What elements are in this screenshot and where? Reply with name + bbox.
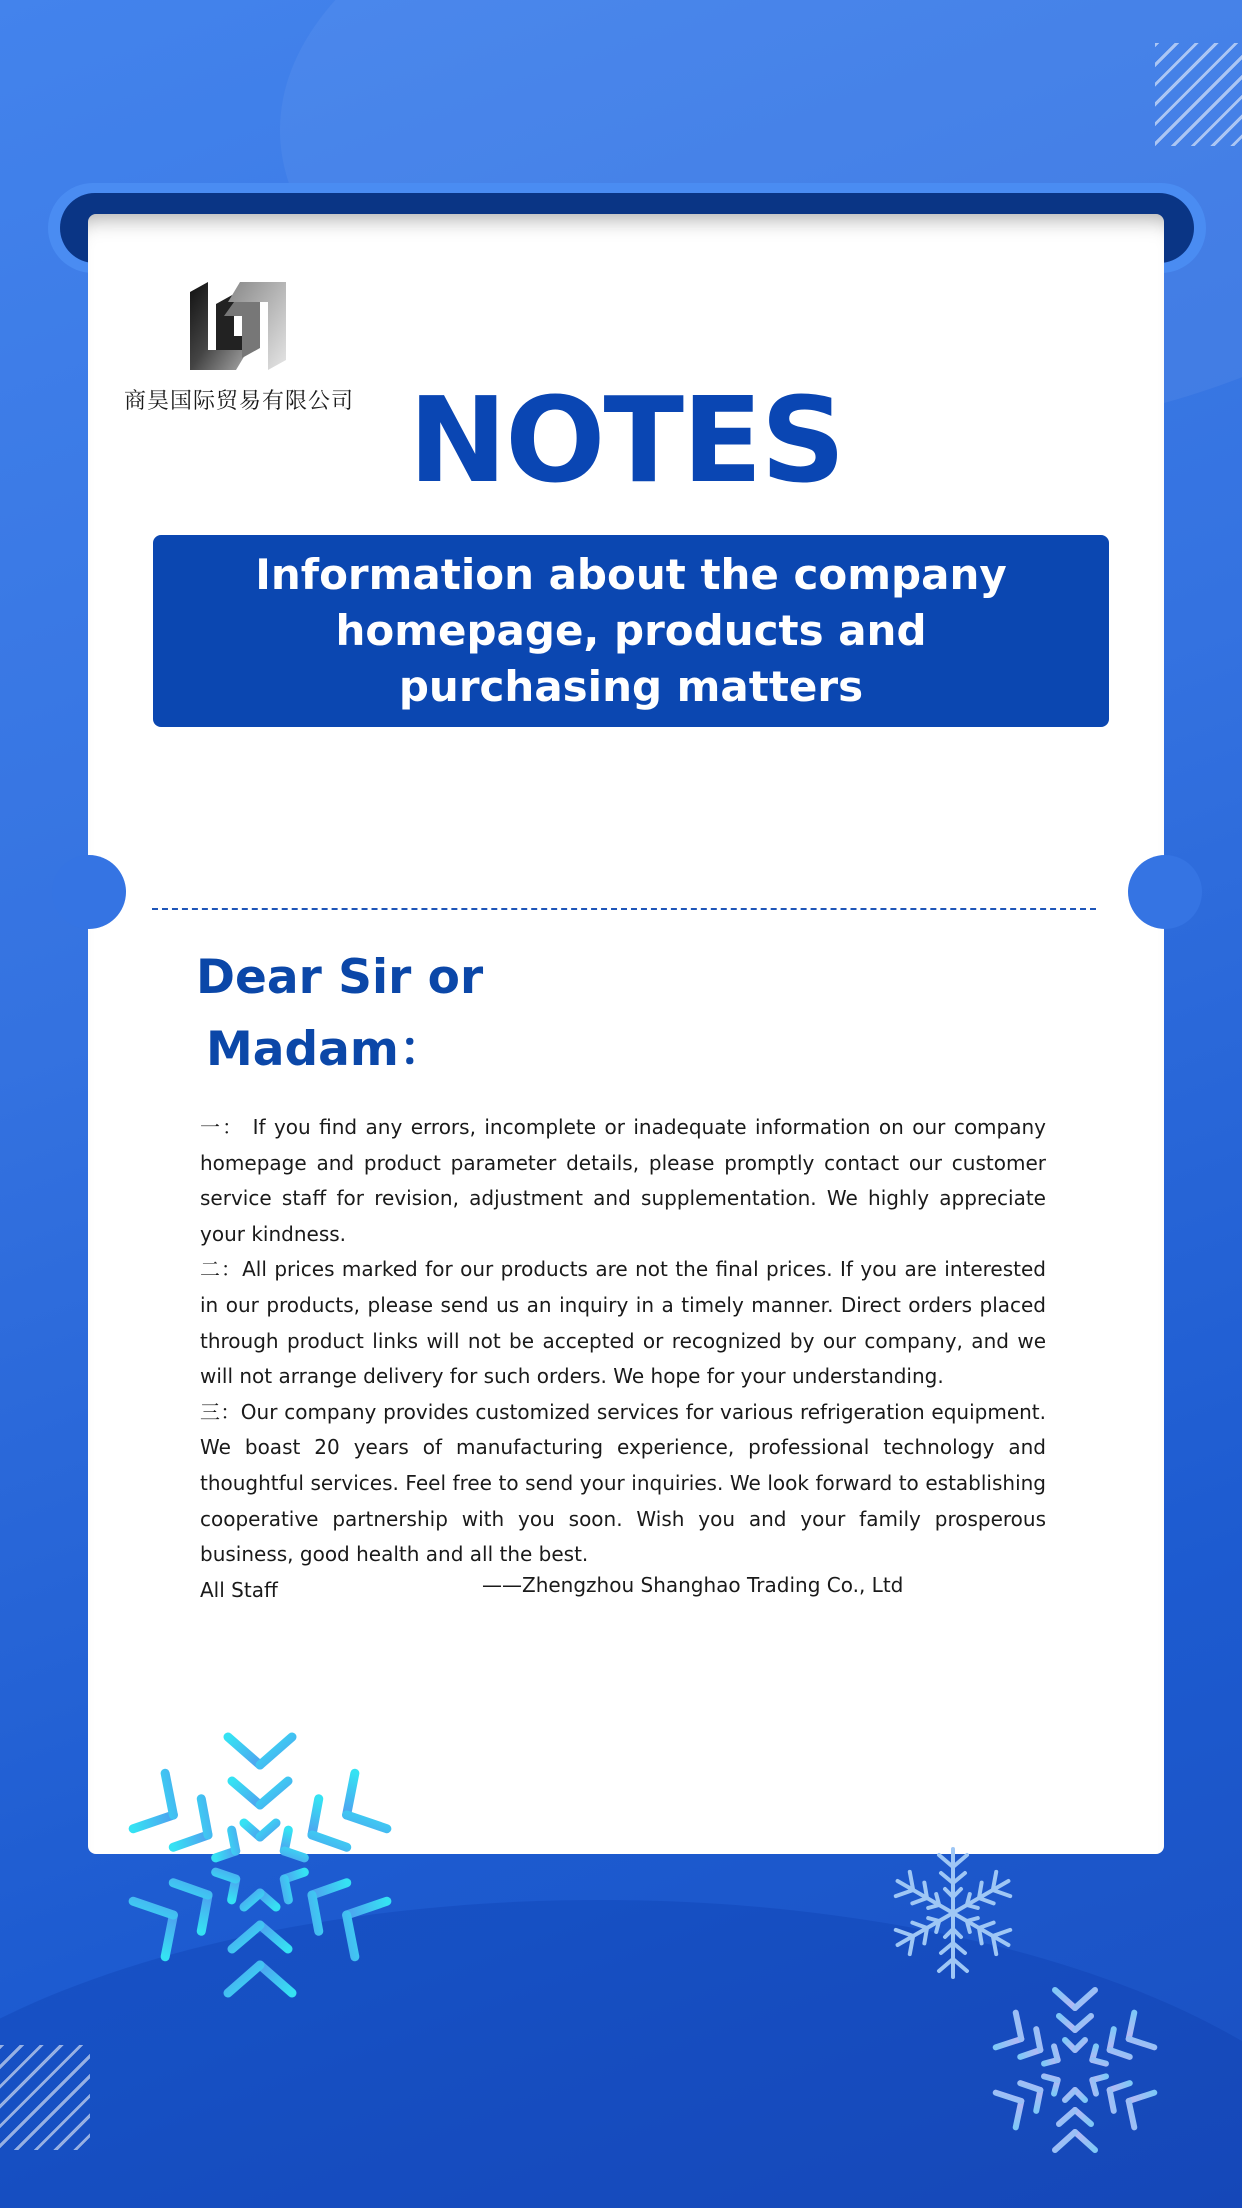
snowflake-icon-large [110, 1710, 410, 2020]
greeting-line-1: Dear Sir or [196, 950, 484, 1005]
page-title: NOTES [408, 371, 844, 509]
note-item-3: 三：Our company provides customized services for various refrigeration equipment. We boast 20 years of manufacturing experience, professional technology and thoughtful services. Feel free to send your inquiries. We look forward to establishing cooperative partnership with you soon. Wish you and your family prosperous business, good health and all the best. [200, 1399, 1046, 1567]
greeting-line-2: Madam： [206, 1022, 446, 1077]
company-logo-mark [186, 280, 290, 372]
stripe-decoration-top-right [1155, 43, 1242, 146]
card-notch-left [52, 855, 126, 929]
greeting [196, 942, 483, 1086]
company-name-chinese: 商昊国际贸易有限公司 [124, 389, 355, 414]
note-item-1: 一： If you find any errors, incomplete or inadequate information on our company homepage and product parameter details, please promptly contact our customer service staff for revision, adjustment and supplementation. We highly appreciate your kindness. [200, 1115, 1046, 1246]
subtitle-banner [153, 535, 1109, 727]
dashed-divider [152, 908, 1096, 910]
stripe-decoration-bottom-left [0, 2045, 90, 2150]
closing-line: All Staff [200, 1577, 278, 1602]
note-item-2: 二：All prices marked for our products are not the final prices. If you are interested in our products, please send us an inquiry in a timely manner. Direct orders placed through product links will not be accepted or recognized by our company, and we will not arrange delivery for such orders. We hope for your understanding. [200, 1257, 1046, 1389]
signature: ——Zhengzhou Shanghao Trading Co., Ltd [482, 1573, 904, 1597]
subtitle-banner-text: Information about the company homepage, products and purchasing matters [255, 550, 1007, 711]
notice-body [200, 1110, 1046, 1608]
snowflake-icon-medium [985, 1980, 1165, 2160]
snowflake-icon-small [885, 1845, 1021, 1981]
card-notch-right [1128, 855, 1202, 929]
